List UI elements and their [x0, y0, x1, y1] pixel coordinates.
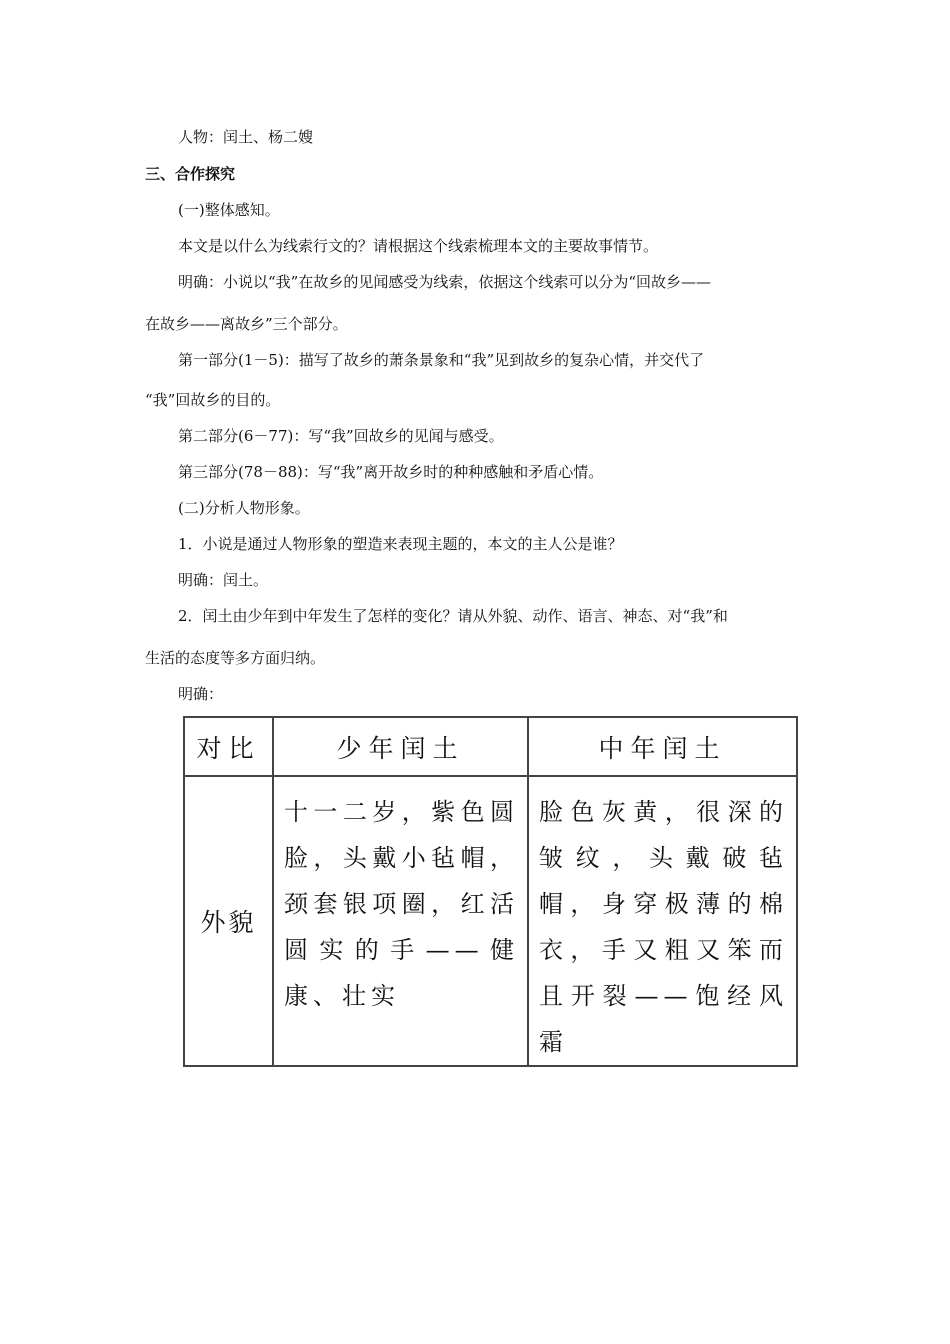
answer-text-cont: 在故乡——离故乡”三个部分。 [145, 315, 348, 333]
young-runtu-cell: 十一二岁，紫色圆脸，头戴小毡帽，颈套银项圈，红活圆实的手——健康、壮实 [273, 776, 528, 1066]
comparison-table [183, 716, 798, 1067]
answer-one: 明确：闰土。 [178, 571, 269, 589]
part-one-line-cont: “我”回故乡的目的。 [145, 391, 281, 409]
characters-line: 人物：闰土、杨二嫂 [178, 128, 314, 146]
subheading-overall: (一)整体感知。 [178, 201, 280, 219]
section-heading: 三、合作探究 [145, 165, 236, 183]
part-two-line: 第二部分(6－77)：写“我”回故乡的见闻与感受。 [178, 427, 504, 445]
table-header-row [184, 717, 797, 776]
part-one-line: 第一部分(1－5)：描写了故乡的萧条景象和“我”见到故乡的复杂心情，并交代了 [178, 351, 705, 369]
answer-text: 明确：小说以“我”在故乡的见闻感受为线索，依据这个线索可以分为“回故乡—— [178, 273, 712, 291]
table-header-cell: 少年闰土 [273, 717, 528, 776]
table-header-cell: 中年闰土 [528, 717, 797, 776]
part-three-line: 第三部分(78－88)：写“我”离开故乡时的种种感触和矛盾心情。 [178, 463, 604, 481]
question-one: 1．小说是通过人物形象的塑造来表现主题的，本文的主人公是谁？ [178, 535, 623, 553]
question-text: 本文是以什么为线索行文的？请根据这个线索梳理本文的主要故事情节。 [178, 237, 659, 255]
subheading-character: (二)分析人物形象。 [178, 499, 310, 517]
question-two: 2．闰土由少年到中年发生了怎样的变化？请从外貌、动作、语言、神态、对“我”和 [178, 607, 728, 625]
table-row [184, 776, 797, 1066]
row-label-cell: 外貌 [184, 776, 273, 1066]
answer-two-label: 明确： [178, 685, 224, 703]
question-two-cont: 生活的态度等多方面归纳。 [145, 649, 326, 667]
table-header-cell: 对比 [184, 717, 273, 776]
middle-runtu-cell: 脸色灰黄，很深的皱纹，头戴破毡帽，身穿极薄的棉衣，手又粗又笨而且开裂——饱经风霜 [528, 776, 797, 1066]
